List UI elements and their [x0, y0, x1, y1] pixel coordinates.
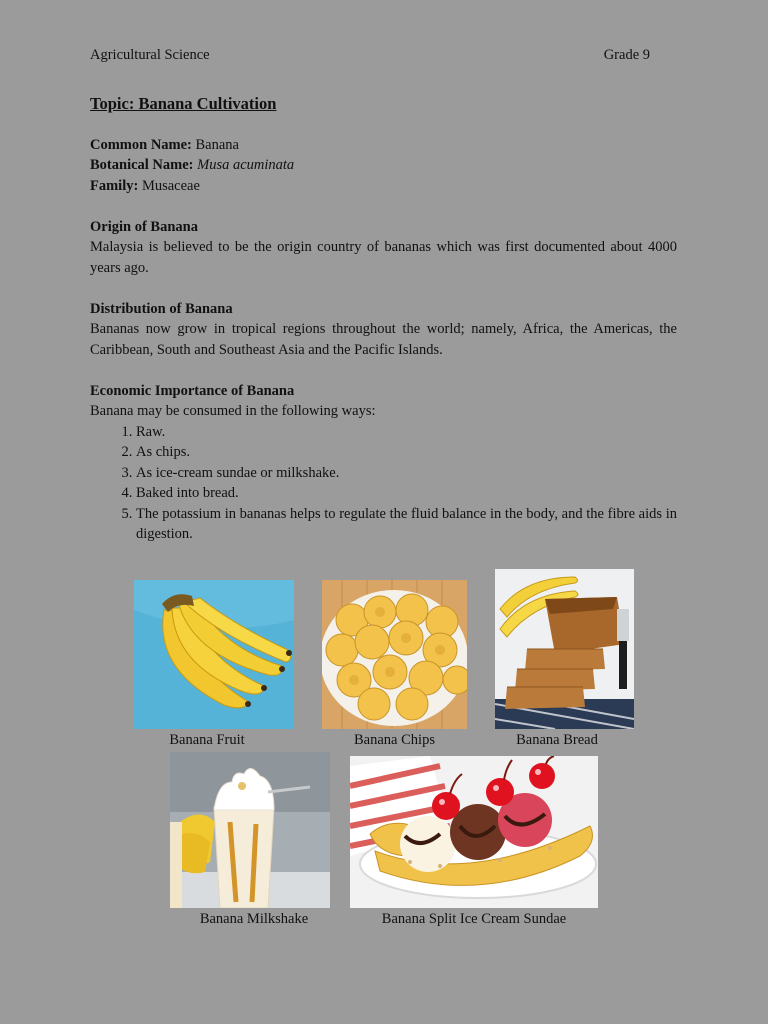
fact-botanical-name — [90, 155, 677, 176]
fact-family — [90, 176, 677, 197]
banana-fruit-image — [134, 580, 294, 729]
section-intro: Banana may be consumed in the following ways: — [90, 403, 376, 419]
distribution-section — [90, 299, 677, 361]
fact-common-name — [90, 135, 677, 156]
caption-sundae: Banana Split Ice Cream Sundae — [381, 911, 567, 927]
fact-value: Banana — [195, 136, 239, 153]
caption-fruit: Banana Fruit — [169, 732, 245, 748]
header-subject: Agricultural Science — [90, 47, 210, 63]
section-heading: Economic Importance of Banana — [90, 382, 295, 399]
origin-section — [90, 217, 677, 279]
banana-milkshake-image — [170, 752, 330, 908]
banana-bread-image — [495, 569, 634, 729]
section-heading: Origin of Banana — [90, 218, 198, 235]
caption-chips: Banana Chips — [354, 732, 435, 748]
section-text: Bananas now grow in tropical regions throughout the world; namely, Africa, the Americas, the Caribbean, South and Southeast Asia and the Pacific Islands. — [90, 321, 677, 358]
economic-section — [90, 381, 677, 545]
caption-milkshake: Banana Milkshake — [199, 911, 309, 927]
list-item: 5. The potassium in bananas helps to regulate the fluid balance in the body, and the fibre aids in digestion. — [136, 504, 677, 545]
list-item: 3. As ice-cream sundae or milkshake. — [136, 463, 677, 484]
section-text: Malaysia is believed to be the origin country of bananas which was first documented about 4000 years ago. — [90, 239, 677, 276]
list-item: 1. Raw. — [136, 422, 677, 443]
fact-label: Common Name: — [90, 136, 192, 153]
fact-value: Musaceae — [141, 177, 200, 194]
page-title: Topic: Banana Cultivation — [90, 94, 277, 113]
list-item: 2. As chips. — [136, 442, 677, 463]
list-item: 4. Baked into bread. — [136, 483, 677, 504]
section-heading: Distribution of Banana — [90, 300, 233, 317]
banana-chips-image — [322, 580, 467, 729]
caption-bread: Banana Bread — [516, 732, 598, 748]
fact-value: Musa acuminata — [197, 157, 295, 173]
fact-label: Family: — [90, 177, 139, 194]
uses-list — [90, 422, 677, 545]
document-body — [90, 94, 677, 545]
header-grade: Grade 9 — [603, 47, 650, 63]
fact-label: Botanical Name: — [90, 157, 194, 173]
banana-split-image — [350, 756, 598, 908]
